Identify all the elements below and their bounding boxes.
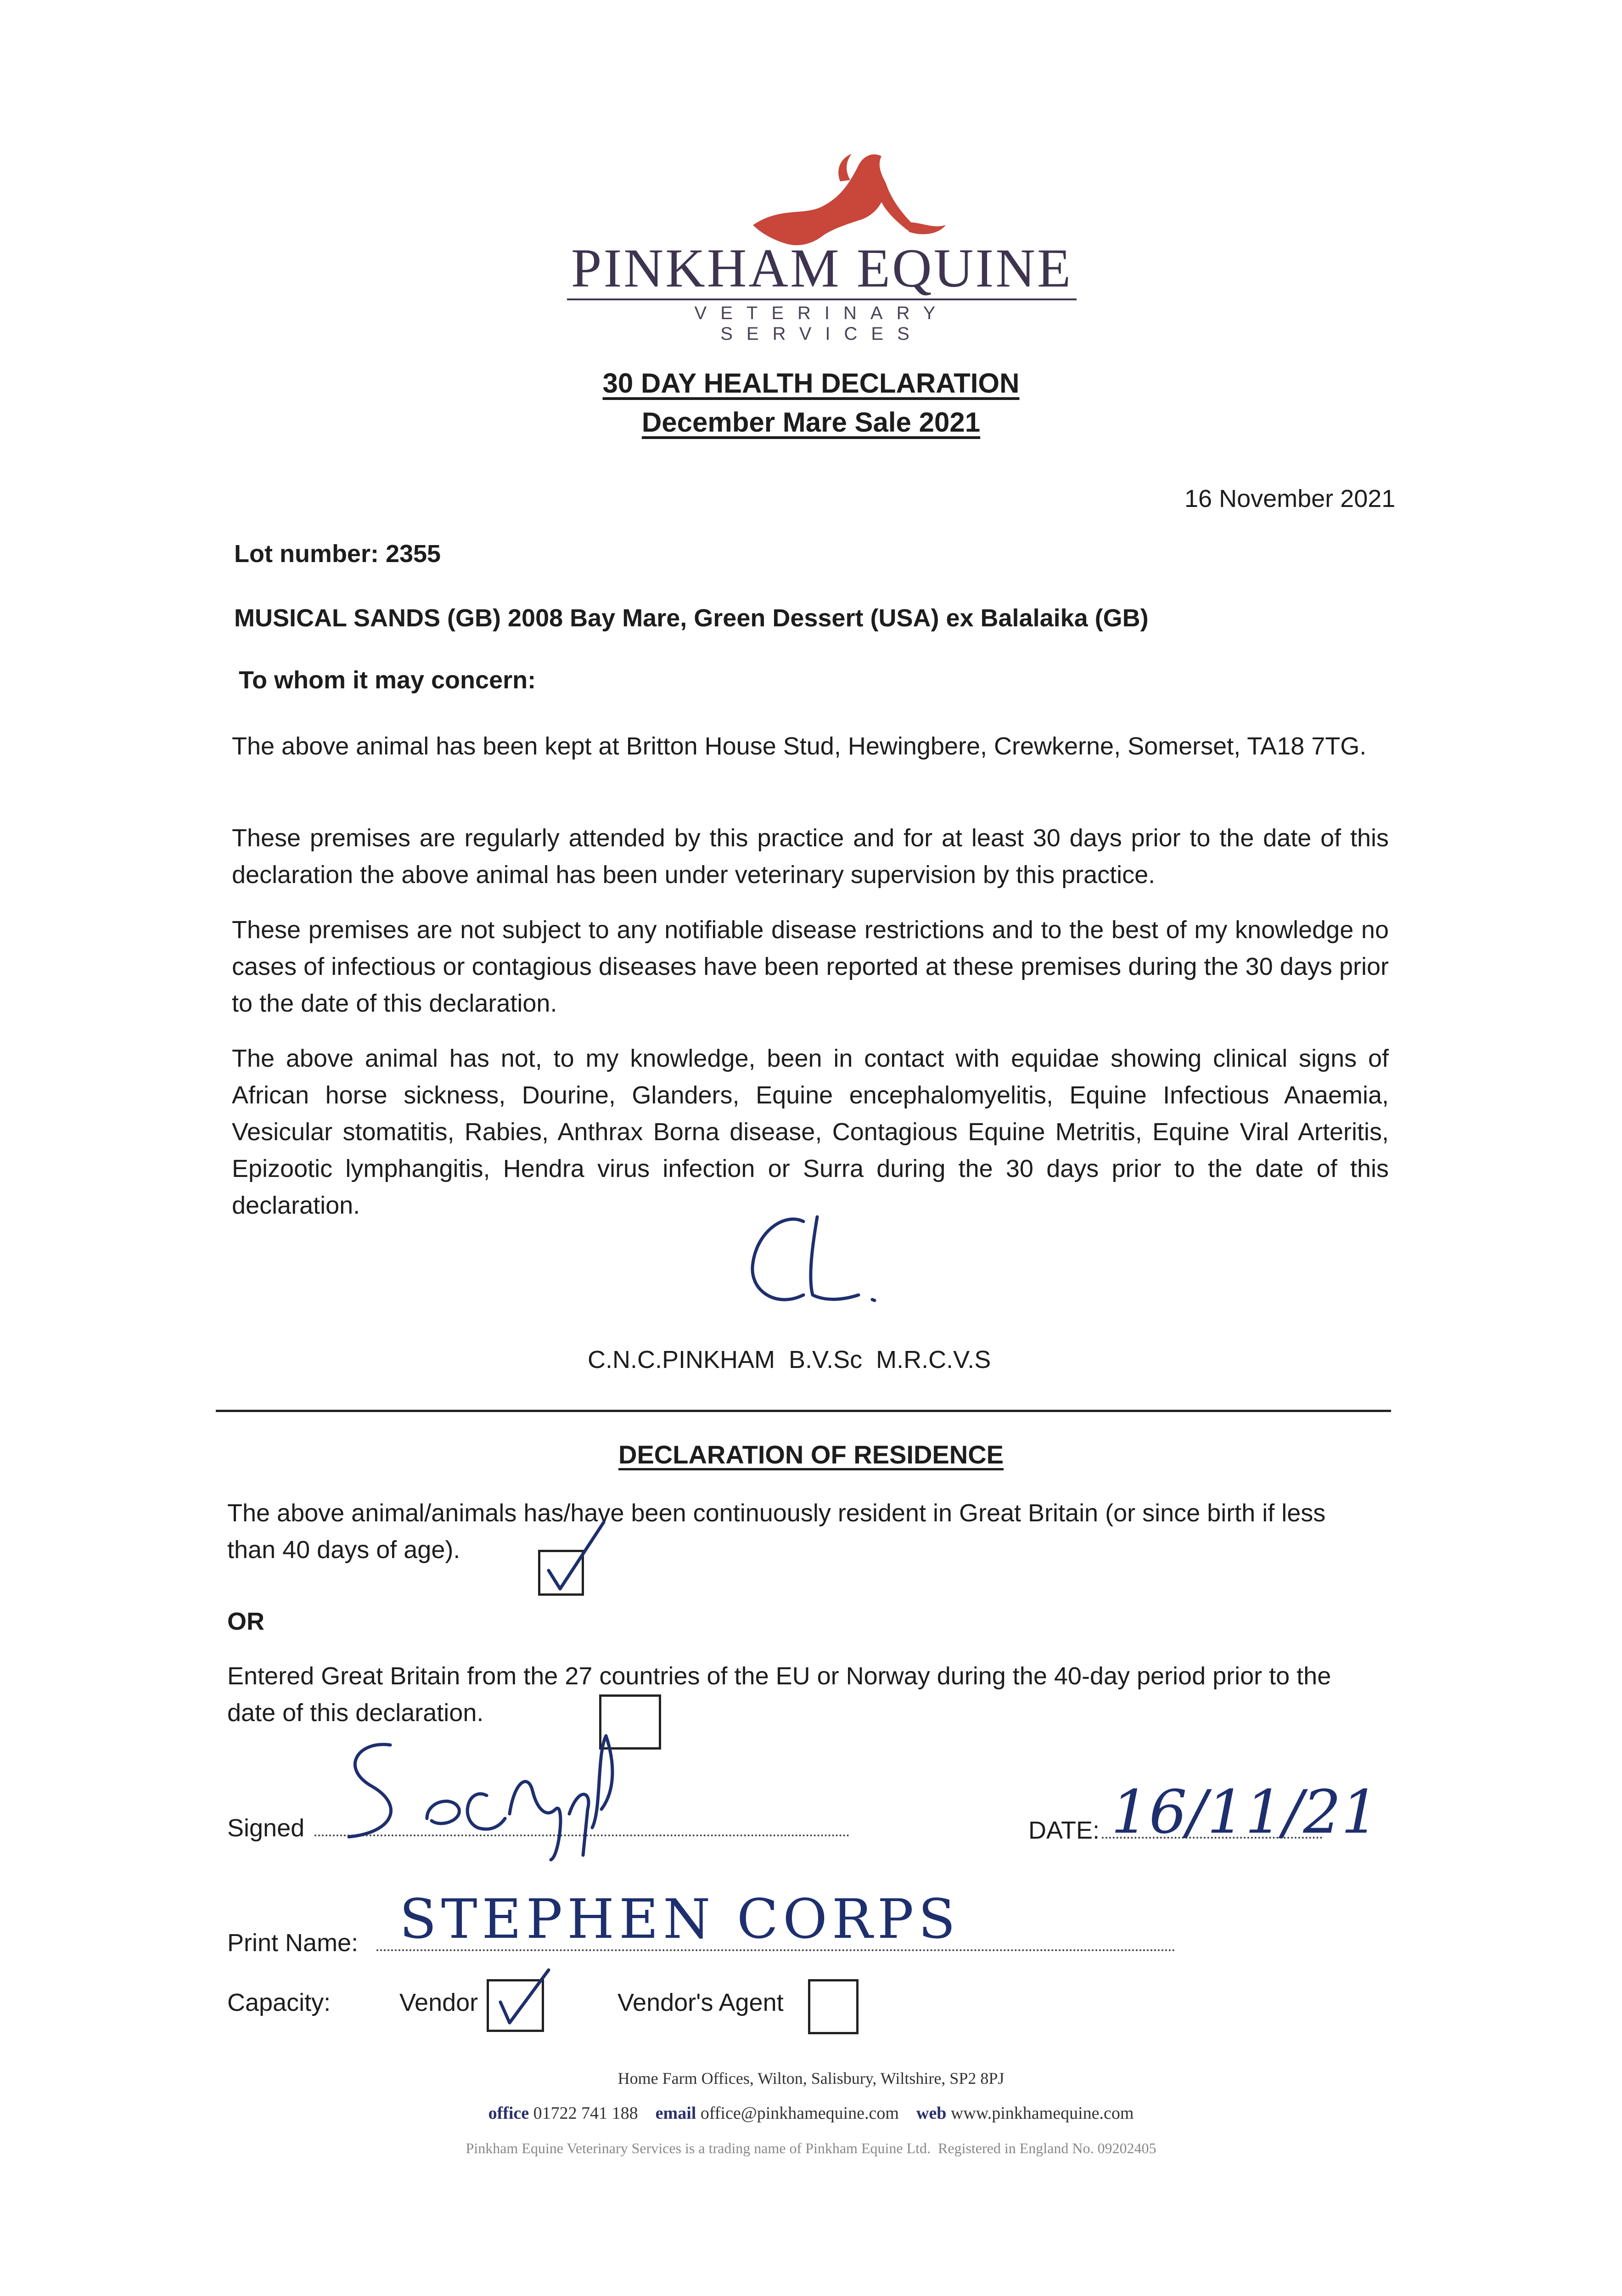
- paragraph-premises: The above animal has been kept at Britton House Stud, Hewingbere, Crewkerne, Somerset, TA18 7TG.: [232, 732, 1367, 760]
- vendor-label: Vendor: [399, 1989, 478, 2016]
- logo-name: PINKHAM EQUINE: [571, 237, 1073, 298]
- office-phone: 01722 741 188: [533, 2104, 638, 2123]
- paragraph-restrictions: These premises are not subject to any notifiable disease restrictions and to the best of my knowledge no cases of infectious or contagious diseases have been reported at these premises during the 30 days prior to the date of this declaration.: [232, 916, 1389, 1017]
- paragraph-supervision: These premises are regularly attended by this practice and for at least 30 days prior to the date of this declaration the above animal has been under veterinary supervision by this practice.: [232, 824, 1389, 889]
- vendor-agent-label: Vendor's Agent: [617, 1989, 784, 2016]
- print-name-value: STEPHEN CORPS: [399, 1887, 960, 1951]
- document-subtitle: December Mare Sale 2021: [641, 407, 981, 438]
- print-name-label: Print Name:: [227, 1929, 359, 1957]
- vendor-agent-checkbox[interactable]: [808, 1979, 859, 2034]
- footer-address: Home Farm Offices, Wilton, Salisbury, Wiltshire, SP2 8PJ: [617, 2069, 1005, 2088]
- or-label: OR: [227, 1608, 264, 1635]
- vet-signature-icon: [735, 1203, 900, 1322]
- date-value: 16/11/21: [1111, 1777, 1379, 1847]
- paragraph-diseases: The above animal has not, to my knowledge, been in contact with equidae showing clinical signs of African horse sickness, Dourine, Glanders, Equine encephalomyelitis, Equine Infectious Anaemia, Vesicular stomatitis, Rabies, Anthrax Borna disease, Contagious Equine Metritis, Equine Viral Arteritis, Epizootic lymphangitis, Hendra virus infection or Surra during the 30 days prior to the date of this declaration.: [232, 1045, 1389, 1219]
- office-label: office: [488, 2104, 529, 2123]
- document-date: 16 November 2021: [1184, 485, 1396, 512]
- email-link[interactable]: office@pinkhamequine.com: [700, 2104, 899, 2123]
- horse-logo-icon: [565, 138, 1070, 331]
- logo-rule: [567, 298, 1077, 300]
- logo-subtitle: VETERINARY SERVICES: [694, 303, 949, 344]
- signed-label: Signed: [227, 1814, 305, 1842]
- vendor-signature-icon: [321, 1717, 670, 1869]
- web-label: web: [916, 2104, 947, 2123]
- vendor-checkmark-icon: [491, 1961, 560, 2030]
- lot-number: Lot number: 2355: [234, 540, 441, 568]
- web-link[interactable]: www.pinkhamequine.com: [950, 2104, 1134, 2123]
- date-label: DATE:: [1028, 1817, 1100, 1844]
- document-title: 30 DAY HEALTH DECLARATION: [602, 368, 1020, 399]
- footer-legal: Pinkham Equine Veterinary Services is a trading name of Pinkham Equine Ltd. Registered in England No. 09202405: [466, 2140, 1156, 2156]
- salutation: To whom it may concern:: [239, 666, 536, 694]
- residence-option-2: Entered Great Britain from the 27 countries of the EU or Norway during the 40-day period prior to the date of this declaration.: [227, 1662, 1331, 1727]
- residence-option-1: The above animal/animals has/have been continuously resident in Great Britain (or since birth if less than 40 days of age).: [227, 1499, 1326, 1564]
- email-label: email: [655, 2104, 696, 2123]
- residence-title: DECLARATION OF RESIDENCE: [618, 1440, 1004, 1469]
- vet-name: C.N.C.PINKHAM B.V.Sc M.R.C.V.S: [588, 1346, 991, 1373]
- capacity-label: Capacity:: [227, 1989, 331, 2016]
- section-divider: [216, 1410, 1391, 1412]
- footer-contact: [0, 2103, 1622, 2123]
- horse-description: MUSICAL SANDS (GB) 2008 Bay Mare, Green Dessert (USA) ex Balalaika (GB): [234, 604, 1149, 632]
- checkmark-icon: [539, 1515, 613, 1593]
